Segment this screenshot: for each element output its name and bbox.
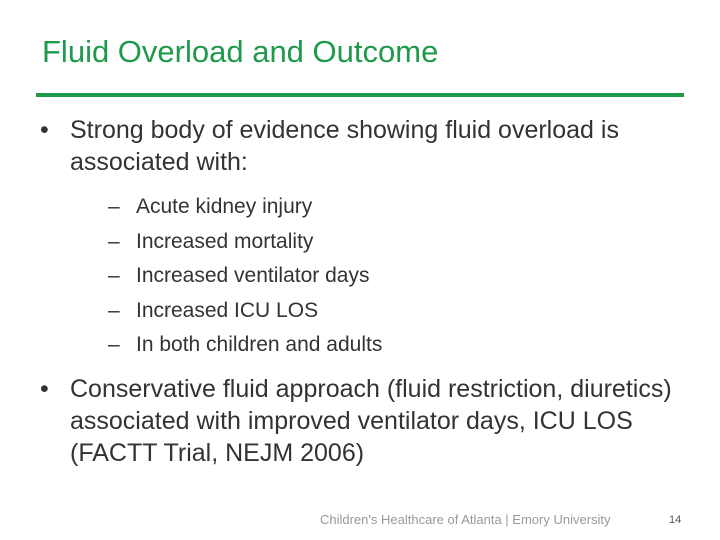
dash-marker: – [108, 195, 120, 218]
sub-bullet-text: In both children and adults [136, 333, 383, 356]
sub-bullet-text: Increased ventilator days [136, 264, 370, 287]
sub-bullet-item [70, 225, 676, 260]
sub-bullet-text: Increased ICU LOS [136, 298, 319, 322]
bullet-list [36, 114, 676, 469]
sub-bullet-item [70, 259, 676, 294]
slide-title: Fluid Overload and Outcome [42, 34, 439, 69]
sub-bullet-item [70, 190, 676, 225]
bullet-text: Strong body of evidence showing fluid overload is associated with: [70, 116, 619, 176]
sub-bullet-text: Increased mortality [136, 229, 314, 253]
bullet-item [36, 373, 676, 469]
bullet-text: Conservative fluid approach (fluid restriction, diuretics) associated with improved ventilator days, ICU LOS (FACTT Trial, NEJM 2006) [70, 374, 672, 467]
bullet-marker: • [40, 116, 49, 144]
dash-marker: – [108, 229, 120, 253]
footer-organization: Children's Healthcare of Atlanta | Emory University [320, 512, 611, 527]
bullet-item [36, 114, 676, 363]
dash-marker: – [108, 298, 120, 322]
dash-marker: – [108, 264, 120, 287]
sub-bullet-item [70, 294, 676, 329]
dash-marker: – [108, 333, 120, 356]
sub-bullet-list [70, 190, 676, 363]
bullet-marker: • [40, 374, 49, 403]
title-divider [36, 93, 684, 97]
page-number: 14 [669, 514, 682, 526]
sub-bullet-text: Acute kidney injury [136, 195, 313, 218]
sub-bullet-item [70, 328, 676, 363]
